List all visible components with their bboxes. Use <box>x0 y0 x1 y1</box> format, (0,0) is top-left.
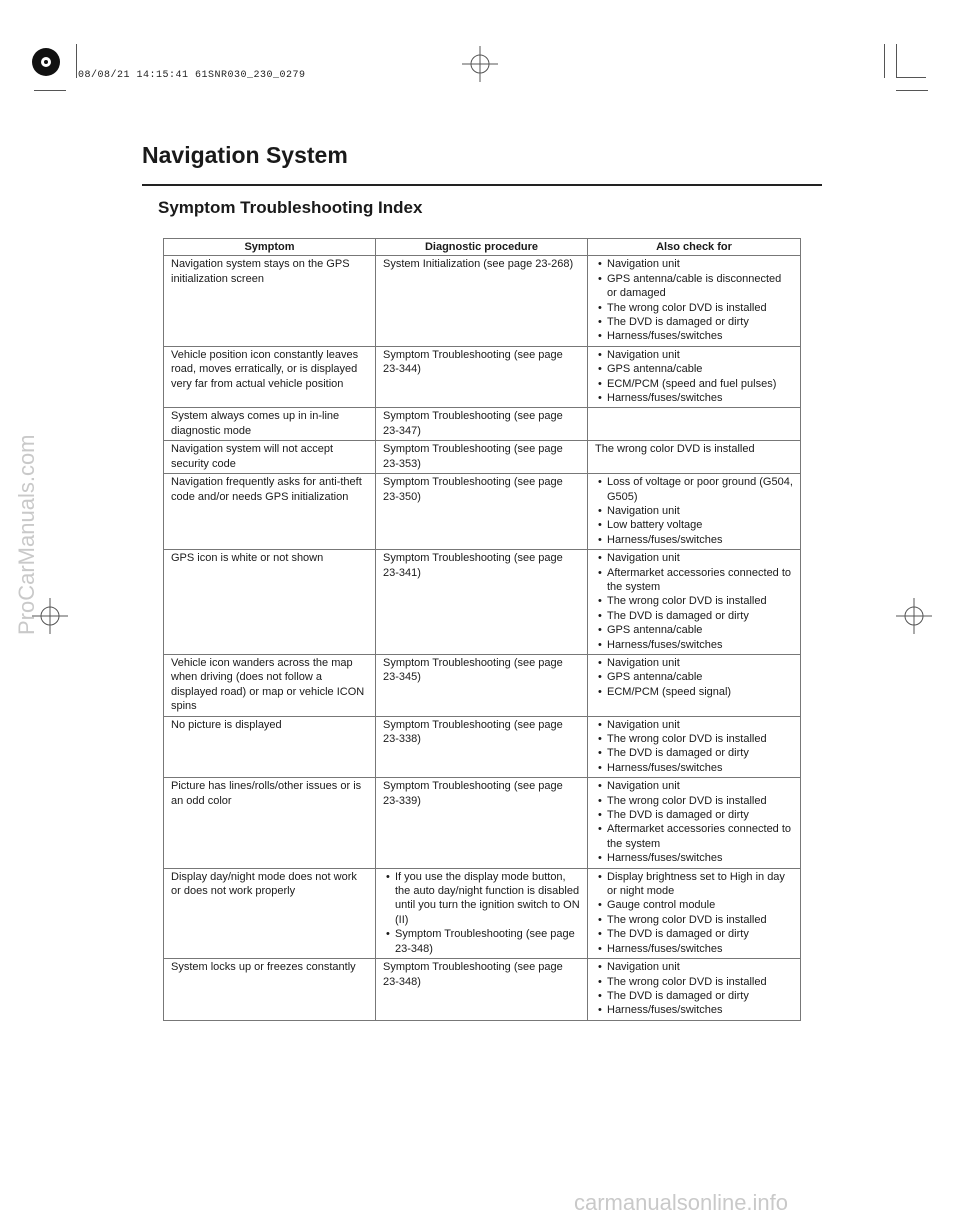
check-item: • Navigation unit <box>595 257 794 271</box>
procedure-text: Symptom Troubleshooting (see page 23-348) <box>383 961 563 988</box>
check-item: • Navigation unit <box>595 504 794 518</box>
check-list <box>595 960 794 1018</box>
diagnostic-procedure-cell <box>376 550 588 655</box>
check-item: • Navigation unit <box>595 779 794 793</box>
diagnostic-procedure-cell <box>376 256 588 346</box>
procedure-text: Symptom Troubleshooting (see page 23-350) <box>383 476 563 503</box>
diagnostic-procedure-cell <box>376 868 588 958</box>
procedure-text: Symptom Troubleshooting (see page 23-341) <box>383 552 563 579</box>
procedure-text: Symptom Troubleshooting (see page 23-339) <box>383 780 563 807</box>
symptom-cell: Navigation system stays on the GPS initialization screen <box>164 256 376 346</box>
symptom-cell: Vehicle position icon constantly leaves road, moves erratically, or is displayed very far from actual vehicle position <box>164 346 376 408</box>
check-text: The wrong color DVD is installed <box>595 443 755 456</box>
check-item: • Harness/fuses/switches <box>595 1003 794 1017</box>
column-header-also-check-for: Also check for <box>588 239 801 256</box>
check-item: • Harness/fuses/switches <box>595 851 794 865</box>
crop-mark <box>884 44 885 78</box>
symptom-cell: Navigation frequently asks for anti-theft code and/or needs GPS initialization <box>164 474 376 550</box>
diagnostic-procedure-cell <box>376 346 588 408</box>
check-item: • Harness/fuses/switches <box>595 533 794 547</box>
also-check-cell <box>588 654 801 716</box>
check-item: • Harness/fuses/switches <box>595 329 794 343</box>
also-check-cell <box>588 474 801 550</box>
column-header-symptom: Symptom <box>164 239 376 256</box>
table-row <box>164 868 801 958</box>
crop-mark <box>896 90 928 91</box>
check-item: • Navigation unit <box>595 960 794 974</box>
table-row <box>164 474 801 550</box>
check-item: • The wrong color DVD is installed <box>595 732 794 746</box>
check-item: • GPS antenna/cable is disconnected or damaged <box>595 272 794 301</box>
check-list <box>595 718 794 776</box>
table-header-row <box>164 239 801 256</box>
check-item: • Navigation unit <box>595 718 794 732</box>
check-list <box>595 551 794 652</box>
check-item: • ECM/PCM (speed and fuel pulses) <box>595 377 794 391</box>
table-row <box>164 778 801 868</box>
check-list <box>595 475 794 547</box>
also-check-cell <box>588 550 801 655</box>
symptom-cell: Vehicle icon wanders across the map when driving (does not follow a displayed road) or map or vehicle ICON spins <box>164 654 376 716</box>
check-item: • ECM/PCM (speed signal) <box>595 685 794 699</box>
check-list <box>595 656 794 699</box>
diagnostic-procedure-cell <box>376 654 588 716</box>
procedure-text: Symptom Troubleshooting (see page 23-353) <box>383 443 563 470</box>
procedure-item: • If you use the display mode button, the auto day/night function is disabled until you turn the ignition switch to ON (II) <box>383 870 581 928</box>
check-item: • Navigation unit <box>595 348 794 362</box>
procedure-list <box>383 870 581 956</box>
check-item: • Harness/fuses/switches <box>595 391 794 405</box>
check-item: • The wrong color DVD is installed <box>595 794 794 808</box>
check-item: • Aftermarket accessories connected to the system <box>595 566 794 595</box>
symptom-cell: Display day/night mode does not work or does not work properly <box>164 868 376 958</box>
column-header-diagnostic-procedure: Diagnostic procedure <box>376 239 588 256</box>
procedure-text: Symptom Troubleshooting (see page 23-338) <box>383 718 563 745</box>
title-divider <box>142 184 822 186</box>
footer-watermark: carmanualsonline.info <box>574 1190 789 1215</box>
section-title: Symptom Troubleshooting Index <box>158 198 423 217</box>
check-item: • Display brightness set to High in day or night mode <box>595 870 794 899</box>
crop-mark <box>76 44 77 78</box>
check-item: • The DVD is damaged or dirty <box>595 808 794 822</box>
sidebar-watermark: ProCarManuals.com <box>14 434 39 635</box>
procedure-text: Symptom Troubleshooting (see page 23-345) <box>383 656 563 684</box>
diagnostic-procedure-cell <box>376 441 588 474</box>
check-list <box>595 348 794 406</box>
procedure-item: • Symptom Troubleshooting (see page 23-348) <box>383 927 581 956</box>
table-row <box>164 716 801 778</box>
check-item: • Harness/fuses/switches <box>595 638 794 652</box>
also-check-cell <box>588 868 801 958</box>
also-check-cell <box>588 346 801 408</box>
symptom-cell: System locks up or freezes constantly <box>164 959 376 1021</box>
check-item: • The DVD is damaged or dirty <box>595 315 794 329</box>
check-item: • Loss of voltage or poor ground (G504, G505) <box>595 475 794 504</box>
registration-mark-right <box>896 598 932 634</box>
symptom-cell: System always comes up in in-line diagnostic mode <box>164 408 376 441</box>
symptom-cell: Picture has lines/rolls/other issues or is an odd color <box>164 778 376 868</box>
table-row <box>164 441 801 474</box>
check-item: • The DVD is damaged or dirty <box>595 746 794 760</box>
diagnostic-procedure-cell <box>376 716 588 778</box>
check-item: • Harness/fuses/switches <box>595 761 794 775</box>
check-item: • The wrong color DVD is installed <box>595 301 794 315</box>
crop-mark <box>896 44 897 78</box>
check-item: • Low battery voltage <box>595 518 794 532</box>
check-item: • Aftermarket accessories connected to the system <box>595 822 794 851</box>
symptom-cell: GPS icon is white or not shown <box>164 550 376 655</box>
table-row <box>164 256 801 346</box>
table-row <box>164 408 801 441</box>
check-item: • Harness/fuses/switches <box>595 942 794 956</box>
diagnostic-procedure-cell <box>376 778 588 868</box>
diagnostic-procedure-cell <box>376 408 588 441</box>
check-item: • The DVD is damaged or dirty <box>595 927 794 941</box>
registration-mark-topleft <box>26 42 66 82</box>
check-list <box>595 779 794 865</box>
check-list <box>595 257 794 343</box>
check-item: • The DVD is damaged or dirty <box>595 989 794 1003</box>
diagnostic-procedure-cell <box>376 474 588 550</box>
check-item: • The wrong color DVD is installed <box>595 594 794 608</box>
symptom-cell: Navigation system will not accept security code <box>164 441 376 474</box>
table-row <box>164 959 801 1021</box>
check-item: • GPS antenna/cable <box>595 362 794 376</box>
procedure-text: Symptom Troubleshooting (see page 23-347) <box>383 410 563 437</box>
also-check-cell <box>588 959 801 1021</box>
check-item: • The DVD is damaged or dirty <box>595 609 794 623</box>
also-check-cell <box>588 716 801 778</box>
also-check-cell <box>588 778 801 868</box>
symptom-table <box>163 238 801 1021</box>
table-row <box>164 654 801 716</box>
check-item: • The wrong color DVD is installed <box>595 913 794 927</box>
check-item: • GPS antenna/cable <box>595 623 794 637</box>
table-row <box>164 346 801 408</box>
also-check-cell <box>588 256 801 346</box>
check-item: • Navigation unit <box>595 551 794 565</box>
check-item: • GPS antenna/cable <box>595 670 794 684</box>
check-list <box>595 870 794 956</box>
crop-mark <box>896 77 926 78</box>
procedure-text: System Initialization (see page 23-268) <box>383 258 574 271</box>
crop-mark <box>34 90 66 91</box>
check-item: • Gauge control module <box>595 898 794 912</box>
also-check-cell <box>588 441 801 474</box>
registration-mark-top <box>462 46 498 82</box>
check-item: • Navigation unit <box>595 656 794 670</box>
diagnostic-procedure-cell <box>376 959 588 1021</box>
procedure-text: Symptom Troubleshooting (see page 23-344) <box>383 348 563 376</box>
print-stamp: 08/08/21 14:15:41 61SNR030_230_0279 <box>78 70 306 81</box>
also-check-cell <box>588 408 801 441</box>
page-title: Navigation System <box>142 142 348 168</box>
check-item: • The wrong color DVD is installed <box>595 975 794 989</box>
symptom-cell: No picture is displayed <box>164 716 376 778</box>
table-row <box>164 550 801 655</box>
